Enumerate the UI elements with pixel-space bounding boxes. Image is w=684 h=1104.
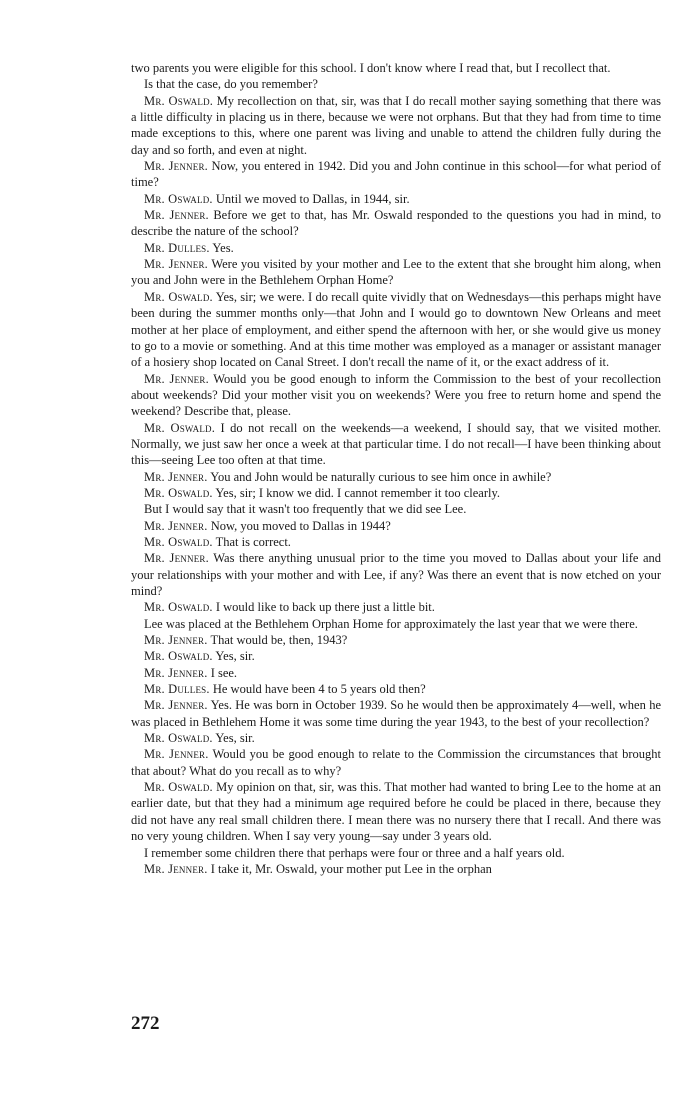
testimony-paragraph: [131, 191, 661, 207]
paragraph-text: I see.: [210, 665, 238, 680]
testimony-text: [131, 60, 661, 877]
testimony-paragraph: [131, 730, 661, 746]
paragraph-text: Was there anything unusual prior to the time you moved to Dallas about your life and your relationships with your mother and with Lee, if any? Was there an event that is now etched on your mind?: [131, 551, 661, 598]
speaker-name: Mr. Oswald.: [144, 534, 213, 549]
paragraph-text: You and John would be naturally curious to see him once in awhile?: [210, 469, 552, 484]
testimony-paragraph: [131, 289, 661, 371]
paragraph-text: My recollection on that, sir, was that I do recall mother saying something that there was a little difficulty in placing us in there, because we were not orphans. But that they had from time to time made exceptions to this, where one parent was living and unable to attend the children fully during the day and so forth, and even at night.: [131, 93, 662, 157]
paragraph-text: My opinion on that, sir, was this. That mother had wanted to bring Lee to the home at an earlier date, but that they had a minimum age required before he could be placed in there, because they did not have any real small children there. I mean there was no nursery there that I recall. And there was no very young children. When I say very young—say under 3 years old.: [131, 780, 662, 844]
paragraph-text: Were you visited by your mother and Lee to the extent that she brought him along, when you and John were in the Bethlehem Orphan Home?: [131, 257, 662, 288]
speaker-name: Mr. Jenner.: [144, 861, 208, 876]
speaker-name: Mr. Jenner.: [144, 518, 208, 533]
paragraph-text: Yes.: [212, 240, 234, 255]
paragraph-text: I take it, Mr. Oswald, your mother put Lee in the orphan: [210, 861, 492, 876]
paragraph-text: He would have been 4 to 5 years old then?: [212, 682, 426, 697]
paragraph-text: Yes. He was born in October 1939. So he would then be approximately 4—well, when he was placed in Bethlehem Home it was some time during the year 1943, to the best of your recollection?: [131, 698, 661, 729]
testimony-paragraph: [131, 76, 661, 92]
paragraph-text: Yes, sir.: [215, 649, 255, 664]
testimony-paragraph: [131, 518, 661, 534]
paragraph-text: Before we get to that, has Mr. Oswald responded to the questions you had in mind, to describe the nature of the school?: [131, 208, 662, 239]
testimony-paragraph: [131, 371, 661, 420]
testimony-paragraph: [131, 240, 661, 256]
testimony-paragraph: [131, 60, 661, 76]
testimony-paragraph: [131, 207, 661, 240]
speaker-name: Mr. Oswald.: [144, 600, 213, 615]
speaker-name: Mr. Oswald.: [144, 191, 213, 206]
testimony-paragraph: [131, 485, 661, 501]
paragraph-text: I would like to back up there just a little bit.: [215, 600, 435, 615]
testimony-paragraph: [131, 697, 661, 730]
paragraph-text: Would you be good enough to relate to the Commission the circumstances that brought that about? What do you recall as to why?: [131, 747, 662, 778]
paragraph-text: Yes, sir.: [215, 731, 255, 746]
testimony-paragraph: [131, 501, 661, 517]
speaker-name: Mr. Jenner.: [144, 257, 208, 272]
testimony-paragraph: [131, 648, 661, 664]
paragraph-text: I do not recall on the weekends—a weekend, I should say, that we visited mother. Normally, we just saw her once a week at that particular time. I do not recall—I have been thinking about this—seeing Lee too often at that time.: [131, 420, 662, 468]
paragraph-text: Is that the case, do you remember?: [144, 77, 318, 92]
paragraph-text: Now, you entered in 1942. Did you and John continue in this school—for what period of time?: [131, 159, 662, 190]
testimony-paragraph: [131, 861, 661, 877]
paragraph-text: That is correct.: [215, 534, 291, 549]
testimony-paragraph: [131, 779, 661, 844]
paragraph-text: That would be, then, 1943?: [210, 633, 348, 648]
paragraph-text: Lee was placed at the Bethlehem Orphan Home for approximately the last year that we were there.: [144, 616, 638, 631]
paragraph-text: But I would say that it wasn't too frequently that we did see Lee.: [144, 502, 467, 517]
speaker-name: Mr. Jenner.: [144, 208, 209, 223]
testimony-paragraph: [131, 681, 661, 697]
speaker-name: Mr. Jenner.: [144, 747, 209, 762]
testimony-paragraph: [131, 845, 661, 861]
speaker-name: Mr. Dulles.: [144, 240, 210, 255]
testimony-paragraph: [131, 599, 661, 615]
speaker-name: Mr. Jenner.: [144, 698, 208, 713]
speaker-name: Mr. Dulles.: [144, 682, 210, 697]
paragraph-text: Yes, sir; I know we did. I cannot remember it too clearly.: [215, 485, 501, 500]
paragraph-text: Yes, sir; we were. I do recall quite vividly that on Wednesdays—this perhaps might have been during the summer months only—that John and I would go to downtown New Orleans and meet mother at her place of employment, and either spend the afternoon with her, or she would give us money to go to a movie or something. And at this time mother was employed as a manager or assistant manager of a hosiery shop located on Canal Street. I don't recall the name of it, or the exact address of it.: [131, 289, 661, 370]
speaker-name: Mr. Oswald.: [144, 731, 213, 746]
testimony-paragraph: [131, 158, 661, 191]
testimony-paragraph: [131, 469, 661, 485]
paragraph-text: Until we moved to Dallas, in 1944, sir.: [215, 191, 410, 206]
testimony-paragraph: [131, 665, 661, 681]
testimony-paragraph: [131, 534, 661, 550]
testimony-paragraph: [131, 550, 661, 599]
speaker-name: Mr. Oswald.: [144, 93, 214, 108]
speaker-name: Mr. Oswald.: [144, 289, 213, 304]
speaker-name: Mr. Oswald.: [144, 420, 216, 435]
testimony-paragraph: [131, 746, 661, 779]
speaker-name: Mr. Oswald.: [144, 780, 213, 795]
page-number: 272: [131, 1013, 160, 1034]
testimony-paragraph: [131, 256, 661, 289]
testimony-paragraph: [131, 616, 661, 632]
speaker-name: Mr. Jenner.: [144, 665, 208, 680]
testimony-paragraph: [131, 632, 661, 648]
speaker-name: Mr. Oswald.: [144, 649, 213, 664]
speaker-name: Mr. Jenner.: [144, 159, 208, 174]
speaker-name: Mr. Jenner.: [144, 469, 208, 484]
speaker-name: Mr. Jenner.: [144, 551, 209, 566]
paragraph-text: I remember some children there that perhaps were four or three and a half years old.: [144, 845, 565, 860]
paragraph-text: Now, you moved to Dallas in 1944?: [210, 518, 391, 533]
speaker-name: Mr. Oswald.: [144, 485, 213, 500]
paragraph-text: Would you be good enough to inform the Commission to the best of your recollection about weekends? Did your mother visit you on weekends? Were you free to return home and spend the weekend? Describe that, please.: [131, 371, 661, 419]
speaker-name: Mr. Jenner.: [144, 371, 209, 386]
speaker-name: Mr. Jenner.: [144, 633, 208, 648]
testimony-paragraph: [131, 420, 661, 469]
paragraph-text: two parents you were eligible for this school. I don't know where I read that, but I recollect that.: [131, 61, 611, 75]
testimony-paragraph: [131, 93, 661, 158]
